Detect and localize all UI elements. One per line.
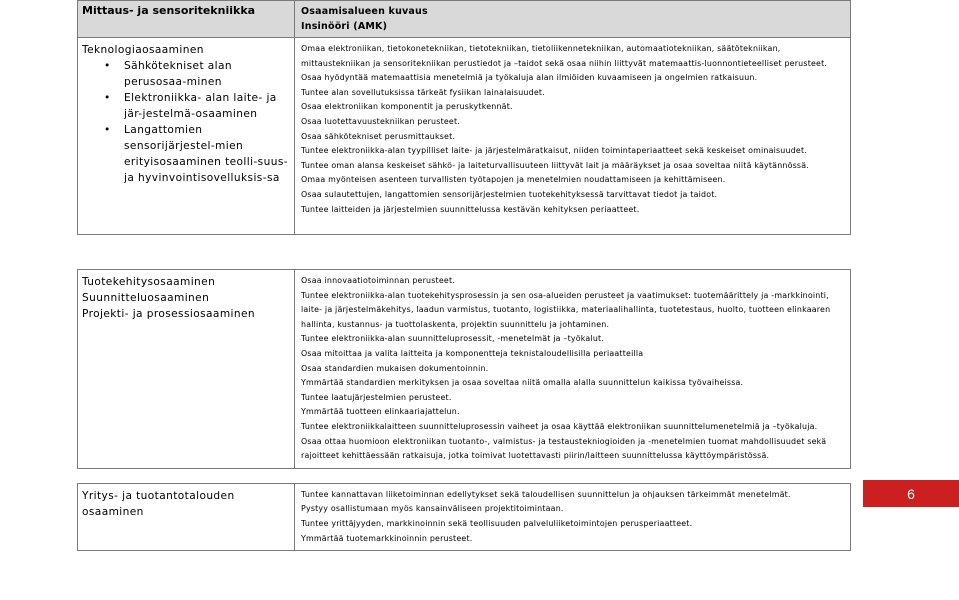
section2-title: Projekti- ja prosessiosaaminen (82, 308, 256, 320)
header-left-cell (78, 1, 295, 38)
description-line: Ymmärtää tuotemarkkinoinnin perusteet. (301, 533, 473, 543)
description-line: Osaa standardien mukaisen dokumentoinnin. (301, 363, 489, 373)
description-line: Tuntee laitteiden ja järjestelmien suunnittelussa kestävän kehityksen periaatteet. (301, 204, 640, 214)
header-right-subtitle: Insinööri (AMK) (301, 21, 388, 32)
bullet-icon: • (104, 92, 111, 104)
bullet-icon: • (104, 60, 111, 72)
section2-title: Suunnitteluosaaminen (82, 292, 210, 304)
competence-table (77, 0, 851, 551)
header-right-title: Osaamisalueen kuvaus (301, 6, 428, 17)
description-line: Tuntee elektroniikka-alan tyypilliset laite- ja järjestelmäratkaisut, niiden toimintaperiaatteet sekä keskeiset ominaisuudet. (301, 146, 807, 156)
page-number: 6 (907, 485, 915, 502)
description-line: Tuntee elektroniikka-alan tuotekehitysprosessin ja sen osa-alueiden perusteet ja vaatimukset: tuotemäärittely ja -markkinointi, laite- ja järjestelmäkehitys, laadun varmistus, tuotanto, logistiikka, materiaalihallinta, tuotetestaus, huolto, tuotteen elinkaaren hallinta, kustannus- ja tuottolaskenta, projektin suunnittelu ja johtaminen. (301, 290, 831, 329)
description-line: Pystyy osallistumaan myös kansainväliseen projektitoimintaan. (301, 504, 564, 514)
description-line: Tuntee elektroniikka-alan suunnitteluprosessit, -menetelmät ja –työkalut. (301, 334, 605, 344)
section3-right-cell (295, 483, 851, 550)
description-line: Osaa sähkötekniset perusmittaukset. (301, 131, 456, 141)
description-line: Omaa elektroniikan, tietokonetekniikan, tietotekniikan, tietoliikennetekniikan, automaatiotekniikan, säätötekniikan, mittaustekniikan ja sensoritekniikan perustiedot ja –taidot sekä osaa niihin liittyvät matemaattis-luonnontieteelliset perusteet. (301, 44, 828, 68)
description-line: Osaa sulautettujen, langattomien sensorijärjestelmien tuotekehityksessä tarvittavat tiedot ja taidot. (301, 189, 718, 199)
section1-bullet-list (82, 58, 290, 186)
description-line: Osaa elektroniikan komponentit ja peruskytkennät. (301, 102, 513, 112)
section2-right-cell (295, 270, 851, 469)
description-line: Ymmärtää standardien merkityksen ja osaa soveltaa niitä omalla alalla suunnittelun kaikissa työvaiheissa. (301, 378, 744, 388)
description-line: Osaa mitoittaa ja valita laitteita ja komponentteja teknistaloudellisilla periaatteilla (301, 348, 644, 358)
section3-left-cell (78, 483, 295, 550)
section2-title: Tuotekehitysosaaminen (82, 276, 216, 288)
description-line: Osaa ottaa huomioon elektroniikan tuotanto-, valmistus- ja testaustekniogioiden ja -menetelmien tuomat mahdollisuudet sekä rajoitteet kehittäessään ratkaisuja, jotka toimivat luotettavasti piirin/laitteen suunnittelussa käyttöympäristössä. (301, 436, 827, 461)
header-left-title: Mittaus- ja sensoritekniikka (82, 4, 256, 17)
description-line: Tuntee laatujärjestelmien perusteet. (301, 392, 452, 402)
description-line: Tuntee alan sovellutuksissa tärkeät fysiikan lainalaisuudet. (301, 87, 545, 97)
list-item: • Sähkötekniset alan perusosaa-minen (104, 60, 233, 88)
section1-right-cell (295, 38, 851, 235)
description-line: Tuntee kannattavan liiketoiminnan edellytykset sekä taloudellisen suunnittelun ja ohjauksen tärkeimmät menetelmät. (301, 489, 791, 499)
page-number-badge (863, 480, 959, 507)
description-line: Osaa innovaatiotoiminnan perusteet. (301, 276, 455, 285)
bullet-icon: • (104, 124, 111, 136)
description-line: Tuntee elektroniikkalaitteen suunnitteluprosessin vaiheet ja osaa käyttää elektroniikan suunnittelumenetelmiä ja –työkaluja. (301, 421, 818, 431)
section1-left-cell (78, 38, 295, 235)
description-line: Tuntee oman alansa keskeiset sähkö- ja laiteturvallisuuteen liittyvät lait ja määräykset ja osaa soveltaa niitä käytännössä. (301, 160, 809, 170)
header-right-cell (295, 1, 851, 38)
list-item: • Elektroniikka- alan laite- ja jär-jestelmä-osaaminen (104, 92, 277, 120)
description-line: Tuntee yrittäjyyden, markkinoinnin sekä teollisuuden palveluliiketoimintojen perusperiaatteet. (301, 518, 693, 528)
section3-title: Yritys- ja tuotantotalouden osaaminen (82, 489, 235, 518)
description-line: Osaa hyödyntää matemaattisia menetelmiä ja työkaluja alan ilmiöiden kuvaamiseen ja ongelmien ratkaisuun. (301, 73, 758, 83)
description-line: Osaa luotettavuustekniikan perusteet. (301, 116, 460, 126)
section2-left-cell (78, 270, 295, 469)
description-line: Ymmärtää tuotteen elinkaariajattelun. (301, 407, 460, 417)
section1-title: Teknologiaosaaminen (82, 44, 204, 56)
list-item: • Langattomien sensorijärjestel-mien erityisosaaminen teolli-suus- ja hyvinvointisovelluksis-sa (104, 124, 288, 184)
description-line: Omaa myönteisen asenteen turvallisten työtapojen ja menetelmien noudattamiseen ja kehittämiseen. (301, 175, 726, 185)
